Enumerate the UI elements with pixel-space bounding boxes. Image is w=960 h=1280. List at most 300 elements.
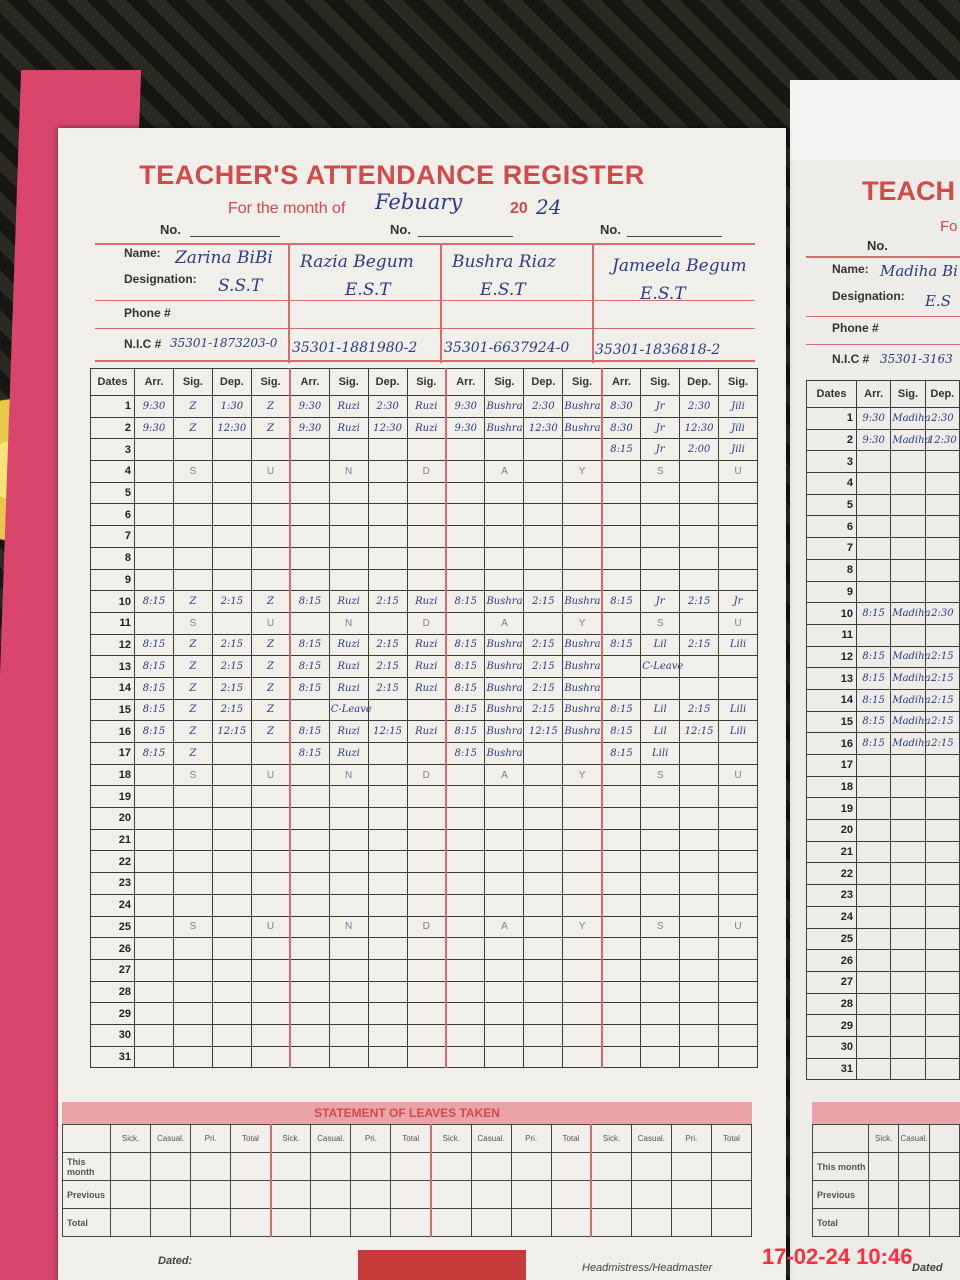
attendance-cell: 8:15	[857, 668, 891, 690]
leave-cell	[431, 1209, 471, 1237]
leaves-row	[63, 1181, 752, 1209]
empty-cell	[407, 808, 446, 830]
attendance-cell: Ruzi	[407, 591, 446, 613]
empty-cell	[329, 439, 368, 461]
sunday-cell	[135, 764, 174, 786]
date-cell: 12	[807, 646, 857, 668]
attendance-cell: 2:30	[524, 396, 563, 418]
column-header: Sig.	[173, 369, 212, 396]
empty-cell	[719, 894, 758, 916]
sunday-cell: U	[719, 764, 758, 786]
empty-cell	[925, 1036, 959, 1058]
attendance-cell: Bushra	[485, 721, 524, 743]
attendance-cell: 8:15	[602, 721, 641, 743]
empty-cell	[485, 786, 524, 808]
empty-cell	[719, 959, 758, 981]
date-cell: 10	[91, 591, 135, 613]
empty-cell	[925, 494, 959, 516]
attendance-cell: Lili	[719, 634, 758, 656]
empty-cell	[173, 1003, 212, 1025]
empty-cell	[368, 526, 407, 548]
attendance-cell: 8:15	[602, 591, 641, 613]
sunday-cell	[857, 776, 891, 798]
attendance-cell: Ruzi	[407, 634, 446, 656]
empty-cell	[925, 798, 959, 820]
empty-cell	[524, 808, 563, 830]
leave-cell	[631, 1181, 671, 1209]
sunday-cell: N	[329, 461, 368, 483]
table-row	[807, 494, 960, 516]
empty-cell	[135, 1024, 174, 1046]
empty-cell	[641, 1046, 680, 1068]
empty-cell	[368, 504, 407, 526]
teacher-nic: 35301-3163	[880, 352, 953, 366]
sunday-cell: S	[641, 612, 680, 634]
sunday-cell	[524, 612, 563, 634]
empty-cell	[212, 504, 251, 526]
empty-cell	[135, 829, 174, 851]
leave-cell	[151, 1181, 191, 1209]
empty-cell	[680, 1046, 719, 1068]
right-page-title: TEACH	[862, 176, 955, 206]
attendance-cell: Ruzi	[407, 721, 446, 743]
leave-cell	[671, 1181, 711, 1209]
attendance-cell: Z	[173, 656, 212, 678]
table-row	[807, 885, 960, 907]
empty-cell	[563, 482, 602, 504]
empty-cell	[407, 1003, 446, 1025]
month-label: For the month of	[228, 200, 346, 217]
date-cell: 31	[807, 1058, 857, 1080]
empty-cell	[135, 1003, 174, 1025]
attendance-cell: Bushra	[563, 699, 602, 721]
empty-cell	[563, 938, 602, 960]
table-row	[807, 733, 960, 755]
empty-cell	[290, 938, 329, 960]
table-row	[807, 624, 960, 646]
leaves-header-row	[813, 1125, 960, 1153]
attendance-cell: 8:15	[135, 634, 174, 656]
column-header: Arr.	[857, 381, 891, 408]
attendance-cell: Ruzi	[329, 656, 368, 678]
leaves-corner	[63, 1125, 111, 1153]
empty-cell	[641, 1003, 680, 1025]
sunday-cell	[680, 764, 719, 786]
empty-cell	[407, 851, 446, 873]
empty-cell	[524, 743, 563, 765]
table-row	[91, 916, 758, 938]
empty-cell	[641, 482, 680, 504]
column-header: Arr.	[290, 369, 329, 396]
leave-col-header: Total	[711, 1125, 751, 1153]
table-row	[91, 461, 758, 483]
table-row	[807, 798, 960, 820]
empty-cell	[680, 1024, 719, 1046]
empty-cell	[485, 439, 524, 461]
empty-cell	[135, 569, 174, 591]
empty-cell	[524, 526, 563, 548]
empty-cell	[925, 1015, 959, 1037]
empty-cell	[925, 559, 959, 581]
empty-cell	[602, 959, 641, 981]
date-cell: 15	[91, 699, 135, 721]
leaves-table-wrap	[62, 1124, 752, 1237]
attendance-cell: 2:15	[212, 591, 251, 613]
sunday-cell: Y	[563, 916, 602, 938]
sunday-cell: U	[251, 461, 290, 483]
column-header: Dep.	[925, 381, 959, 408]
attendance-cell: Bushra	[485, 699, 524, 721]
empty-cell	[719, 786, 758, 808]
empty-cell	[857, 1036, 891, 1058]
empty-cell	[680, 482, 719, 504]
sunday-cell: Y	[563, 764, 602, 786]
empty-cell	[563, 959, 602, 981]
empty-cell	[329, 851, 368, 873]
date-cell: 27	[807, 971, 857, 993]
empty-cell	[290, 873, 329, 895]
empty-cell	[407, 1024, 446, 1046]
leave-col-header: Casual.	[311, 1125, 351, 1153]
sunday-cell	[290, 916, 329, 938]
empty-cell	[173, 1024, 212, 1046]
empty-cell	[446, 938, 485, 960]
attendance-cell: Lil	[641, 634, 680, 656]
leaves-row	[63, 1153, 752, 1181]
table-row	[807, 473, 960, 495]
attendance-cell: Z	[173, 699, 212, 721]
empty-cell	[680, 851, 719, 873]
empty-cell	[173, 482, 212, 504]
attendance-cell: Ruzi	[329, 634, 368, 656]
empty-cell	[368, 743, 407, 765]
attendance-cell: 2:15	[212, 677, 251, 699]
empty-cell	[891, 950, 925, 972]
table-row	[91, 634, 758, 656]
teacher-designation: E.S.T	[480, 280, 526, 300]
empty-cell	[368, 981, 407, 1003]
leave-cell	[591, 1209, 631, 1237]
empty-cell	[446, 894, 485, 916]
nic-label: N.I.C #	[832, 352, 870, 366]
empty-cell	[446, 504, 485, 526]
empty-cell	[925, 906, 959, 928]
sunday-cell	[891, 776, 925, 798]
empty-cell	[329, 547, 368, 569]
empty-cell	[251, 1003, 290, 1025]
attendance-cell: Madiha	[891, 646, 925, 668]
empty-cell	[641, 894, 680, 916]
table-row	[807, 993, 960, 1015]
attendance-cell: 2:15	[524, 591, 563, 613]
attendance-cell: Ruzi	[329, 743, 368, 765]
date-cell: 17	[807, 755, 857, 777]
empty-cell	[368, 547, 407, 569]
empty-cell	[251, 504, 290, 526]
empty-cell	[563, 1046, 602, 1068]
empty-cell	[857, 451, 891, 473]
empty-cell	[524, 547, 563, 569]
empty-cell	[925, 538, 959, 560]
leave-cell	[311, 1181, 351, 1209]
attendance-cell: Ruzi	[407, 396, 446, 418]
date-cell: 10	[807, 603, 857, 625]
empty-cell	[135, 981, 174, 1003]
date-cell: 8	[807, 559, 857, 581]
date-cell: 22	[91, 851, 135, 873]
empty-cell	[251, 439, 290, 461]
table-row	[91, 829, 758, 851]
column-header: Sig.	[891, 381, 925, 408]
empty-cell	[602, 547, 641, 569]
empty-cell	[891, 1015, 925, 1037]
dated-label: Dated:	[158, 1255, 193, 1267]
leave-col-header: Total	[551, 1125, 591, 1153]
sunday-cell	[925, 473, 959, 495]
date-cell: 27	[91, 959, 135, 981]
empty-cell	[524, 938, 563, 960]
table-row	[807, 538, 960, 560]
attendance-cell: 2:15	[925, 689, 959, 711]
empty-cell	[925, 841, 959, 863]
empty-cell	[857, 1015, 891, 1037]
attendance-cell: 12:30	[212, 417, 251, 439]
attendance-cell: 8:15	[290, 591, 329, 613]
attendance-cell: 2:15	[524, 677, 563, 699]
empty-cell	[290, 786, 329, 808]
empty-cell	[368, 786, 407, 808]
date-cell: 20	[807, 820, 857, 842]
empty-cell	[485, 1024, 524, 1046]
sunday-cell: N	[329, 764, 368, 786]
empty-cell	[602, 1024, 641, 1046]
empty-cell	[857, 559, 891, 581]
table-row	[91, 938, 758, 960]
empty-cell	[719, 808, 758, 830]
empty-cell	[329, 829, 368, 851]
teacher-designation: E.S.T	[345, 280, 391, 300]
table-row	[91, 547, 758, 569]
teacher-nic: 35301-6637924-0	[444, 340, 570, 356]
empty-cell	[485, 1003, 524, 1025]
empty-cell	[212, 547, 251, 569]
empty-cell	[173, 938, 212, 960]
empty-cell	[368, 851, 407, 873]
attendance-cell: Z	[173, 591, 212, 613]
attendance-cell: Bushra	[485, 396, 524, 418]
table-row	[807, 689, 960, 711]
empty-cell	[212, 938, 251, 960]
leave-row-label: Total	[63, 1209, 111, 1237]
sunday-cell	[135, 461, 174, 483]
empty-cell	[290, 894, 329, 916]
attendance-cell: 8:30	[602, 417, 641, 439]
empty-cell	[680, 526, 719, 548]
empty-cell	[680, 656, 719, 678]
empty-cell	[212, 482, 251, 504]
empty-cell	[329, 504, 368, 526]
table-row	[91, 981, 758, 1003]
empty-cell	[290, 547, 329, 569]
empty-cell	[925, 755, 959, 777]
leave-cell	[191, 1153, 231, 1181]
empty-cell	[290, 981, 329, 1003]
leave-cell	[111, 1153, 151, 1181]
empty-cell	[857, 885, 891, 907]
table-row	[91, 591, 758, 613]
sunday-cell	[602, 461, 641, 483]
empty-cell	[173, 1046, 212, 1068]
attendance-cell: 2:30	[680, 396, 719, 418]
attendance-cell: Z	[173, 743, 212, 765]
attendance-cell: 12:15	[680, 721, 719, 743]
date-cell: 15	[807, 711, 857, 733]
empty-cell	[135, 1046, 174, 1068]
empty-cell	[135, 808, 174, 830]
date-cell: 2	[807, 429, 857, 451]
table-row	[807, 906, 960, 928]
attendance-cell: 8:15	[135, 721, 174, 743]
empty-cell	[251, 786, 290, 808]
table-row	[91, 417, 758, 439]
empty-cell	[563, 504, 602, 526]
attendance-cell: Madiha	[891, 668, 925, 690]
empty-cell	[329, 786, 368, 808]
table-row	[807, 863, 960, 885]
attendance-cell: 9:30	[135, 417, 174, 439]
empty-cell	[641, 569, 680, 591]
empty-cell	[251, 1024, 290, 1046]
empty-cell	[563, 873, 602, 895]
empty-cell	[212, 851, 251, 873]
empty-cell	[329, 526, 368, 548]
sunday-cell	[446, 916, 485, 938]
leave-col-header: Casual.	[899, 1125, 929, 1153]
attendance-cell: 2:15	[368, 634, 407, 656]
empty-cell	[563, 1024, 602, 1046]
leave-cell	[311, 1209, 351, 1237]
table-row	[91, 656, 758, 678]
empty-cell	[891, 755, 925, 777]
empty-cell	[719, 1003, 758, 1025]
empty-cell	[173, 851, 212, 873]
attendance-cell: Z	[251, 417, 290, 439]
attendance-cell: 8:15	[857, 646, 891, 668]
attendance-cell: 2:15	[212, 656, 251, 678]
empty-cell	[407, 743, 446, 765]
empty-cell	[857, 993, 891, 1015]
empty-cell	[680, 547, 719, 569]
empty-cell	[719, 938, 758, 960]
empty-cell	[135, 504, 174, 526]
empty-cell	[485, 569, 524, 591]
empty-cell	[925, 993, 959, 1015]
leave-col-header: Pri.	[671, 1125, 711, 1153]
table-row	[91, 677, 758, 699]
empty-cell	[407, 547, 446, 569]
empty-cell	[212, 1046, 251, 1068]
table-row	[91, 396, 758, 418]
date-cell: 13	[91, 656, 135, 678]
attendance-cell: Bushra	[563, 396, 602, 418]
empty-cell	[251, 547, 290, 569]
attendance-cell: Z	[251, 396, 290, 418]
empty-cell	[368, 808, 407, 830]
empty-cell	[680, 1003, 719, 1025]
right-leaves-wrap	[812, 1124, 960, 1237]
empty-cell	[173, 959, 212, 981]
empty-cell	[485, 894, 524, 916]
table-row	[91, 699, 758, 721]
empty-cell	[446, 1024, 485, 1046]
register-title: TEACHER'S ATTENDANCE REGISTER	[139, 160, 645, 190]
empty-cell	[563, 829, 602, 851]
empty-cell	[368, 1046, 407, 1068]
table-row	[91, 1024, 758, 1046]
empty-cell	[524, 1003, 563, 1025]
sunday-cell	[602, 612, 641, 634]
empty-cell	[135, 938, 174, 960]
sunday-cell	[368, 764, 407, 786]
attendance-cell: 2:15	[212, 699, 251, 721]
table-row	[91, 894, 758, 916]
date-cell: 21	[91, 829, 135, 851]
attendance-cell: 8:15	[602, 743, 641, 765]
name-label: Name:	[832, 262, 869, 276]
empty-cell	[563, 894, 602, 916]
leave-cell	[351, 1209, 391, 1237]
attendance-cell: 2:30	[925, 408, 959, 430]
date-cell: 12	[91, 634, 135, 656]
table-row	[91, 959, 758, 981]
empty-cell	[524, 894, 563, 916]
date-cell: 16	[91, 721, 135, 743]
empty-cell	[290, 482, 329, 504]
leaves-row	[63, 1209, 752, 1237]
date-cell: 14	[807, 689, 857, 711]
leave-cell	[551, 1181, 591, 1209]
empty-cell	[290, 829, 329, 851]
empty-cell	[329, 569, 368, 591]
empty-cell	[680, 981, 719, 1003]
attendance-cell: 2:15	[368, 591, 407, 613]
attendance-cell: 12:30	[680, 417, 719, 439]
table-row	[807, 928, 960, 950]
sunday-cell	[212, 916, 251, 938]
empty-cell	[719, 547, 758, 569]
empty-cell	[524, 482, 563, 504]
empty-cell	[891, 494, 925, 516]
attendance-cell: Lil	[641, 721, 680, 743]
column-header: Arr.	[446, 369, 485, 396]
date-cell: 8	[91, 547, 135, 569]
sunday-cell	[368, 461, 407, 483]
sunday-cell	[368, 916, 407, 938]
attendance-cell: 2:15	[925, 733, 959, 755]
empty-cell	[719, 526, 758, 548]
leave-cell	[551, 1209, 591, 1237]
attendance-cell: C-Leave	[329, 699, 368, 721]
empty-cell	[680, 938, 719, 960]
table-row	[807, 516, 960, 538]
date-cell: 20	[91, 808, 135, 830]
sunday-cell: S	[173, 461, 212, 483]
dates-header: Dates	[91, 369, 135, 396]
attendance-cell: Madiha	[891, 408, 925, 430]
table-row	[91, 482, 758, 504]
date-cell: 11	[91, 612, 135, 634]
attendance-cell: Bushra	[563, 591, 602, 613]
